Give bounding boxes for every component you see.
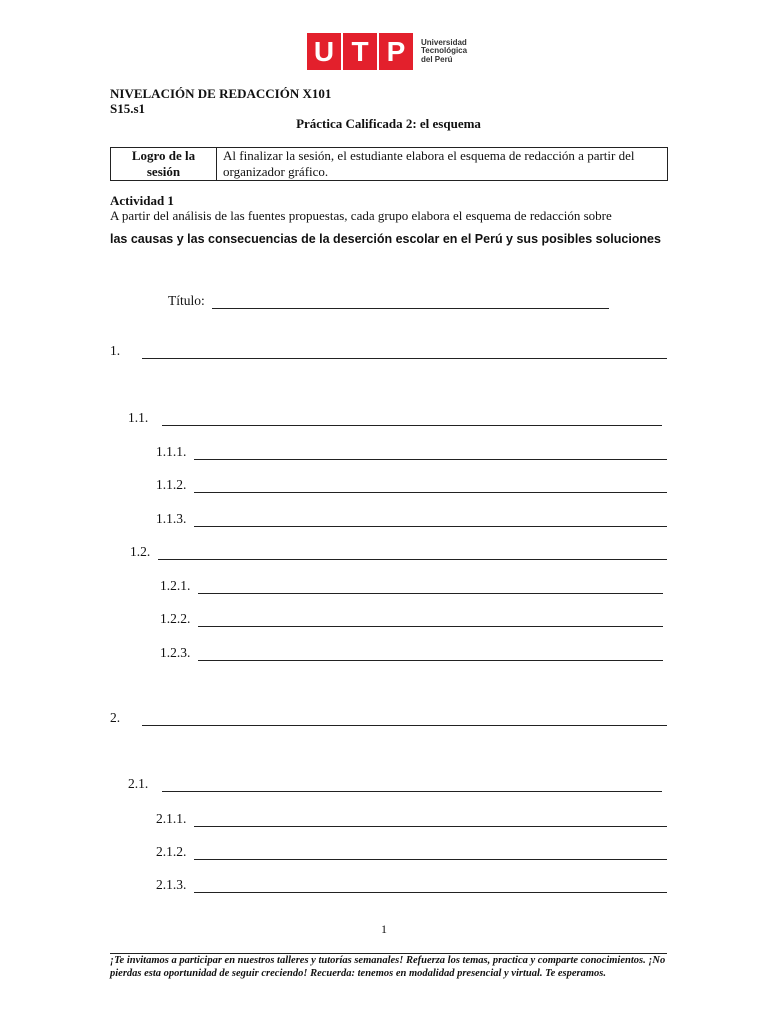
logo-letter-t: T xyxy=(343,33,377,70)
blank-line[interactable] xyxy=(198,581,663,594)
blank-line[interactable] xyxy=(194,447,667,460)
blank-line[interactable] xyxy=(198,648,663,661)
outline-label: 1.2.3. xyxy=(160,645,194,660)
outline-item-1-2-3[interactable] xyxy=(160,643,663,661)
blank-line[interactable] xyxy=(162,779,662,792)
page-number: 1 xyxy=(381,922,387,936)
session-code: S15.s1 xyxy=(110,101,146,116)
outline-label: 2.1.3. xyxy=(156,877,190,892)
outline-label: 1. xyxy=(110,343,124,358)
blank-line[interactable] xyxy=(194,514,667,527)
logro-text: Al finalizar la sesión, el estudiante elabora el esquema de redacción a partir del organizador gráfico. xyxy=(217,148,668,181)
outline-item-2-1[interactable] xyxy=(128,774,662,792)
blank-line[interactable] xyxy=(162,413,662,426)
outline-item-2-1-3[interactable] xyxy=(156,875,667,893)
outline-label: 2. xyxy=(110,710,124,725)
outline-label: 1.1.3. xyxy=(156,511,190,526)
blank-line[interactable] xyxy=(194,880,667,893)
outline-item-1-2-2[interactable] xyxy=(160,609,663,627)
outline-item-1-1-1[interactable] xyxy=(156,442,667,460)
activity-title: Actividad 1 xyxy=(110,193,174,208)
blank-line[interactable] xyxy=(142,713,668,726)
activity-topic: las causas y las consecuencias de la deserción escolar en el Perú y sus posibles soluciones xyxy=(110,232,661,246)
outline-label: 1.1.1. xyxy=(156,444,190,459)
title-field[interactable] xyxy=(168,291,609,309)
outline-label: 1.2.2. xyxy=(160,611,194,626)
blank-line[interactable] xyxy=(194,847,667,860)
blank-line[interactable] xyxy=(194,480,667,493)
outline-label: 1.2.1. xyxy=(160,578,194,593)
outline-item-1-1-2[interactable] xyxy=(156,475,667,493)
page-title: Práctica Calificada 2: el esquema xyxy=(296,116,481,131)
outline-label: 1.1. xyxy=(128,410,152,425)
logo-text xyxy=(421,39,471,65)
footer-divider xyxy=(110,953,667,954)
logro-table xyxy=(110,147,668,181)
outline-label: 1.1.2. xyxy=(156,477,190,492)
outline-label: 2.1. xyxy=(128,776,152,791)
outline-label: 2.1.2. xyxy=(156,844,190,859)
activity-instructions: A partir del análisis de las fuentes propuestas, cada grupo elabora el esquema de redacción sobre xyxy=(110,208,612,223)
outline-item-2[interactable] xyxy=(110,708,667,726)
blank-line[interactable] xyxy=(198,614,663,627)
utp-logo xyxy=(307,33,471,70)
outline-item-1-1-3[interactable] xyxy=(156,509,667,527)
logo-letter-u: U xyxy=(307,33,341,70)
title-label: Título: xyxy=(168,293,209,308)
outline-item-2-1-1[interactable] xyxy=(156,809,667,827)
logro-label: Logro de la sesión xyxy=(111,148,217,181)
outline-item-1-1[interactable] xyxy=(128,408,662,426)
title-blank-line[interactable] xyxy=(212,296,609,309)
outline-item-1-2[interactable] xyxy=(130,542,667,560)
blank-line[interactable] xyxy=(158,547,667,560)
blank-line[interactable] xyxy=(194,814,667,827)
outline-item-1[interactable] xyxy=(110,341,667,359)
course-name: NIVELACIÓN DE REDACCIÓN X101 xyxy=(110,86,332,101)
outline-label: 2.1.1. xyxy=(156,811,190,826)
logo-letter-p: P xyxy=(379,33,413,70)
outline-label: 1.2. xyxy=(130,544,154,559)
footer-note: ¡Te invitamos a participar en nuestros talleres y tutorías semanales! Refuerza los temas, practica y comparte conocimientos. ¡No pierdas esta oportunidad de seguir creciendo! Recuerda: tenemos en modalidad presencial y virtual. Te esperamos. xyxy=(110,955,666,979)
outline-item-1-2-1[interactable] xyxy=(160,576,663,594)
logo-text-line-1: Universidad xyxy=(421,37,467,47)
logo-text-line-3: del Perú xyxy=(421,54,453,64)
logo-text-line-2: Tecnológica xyxy=(421,46,468,56)
blank-line[interactable] xyxy=(142,346,668,359)
outline-item-2-1-2[interactable] xyxy=(156,842,667,860)
